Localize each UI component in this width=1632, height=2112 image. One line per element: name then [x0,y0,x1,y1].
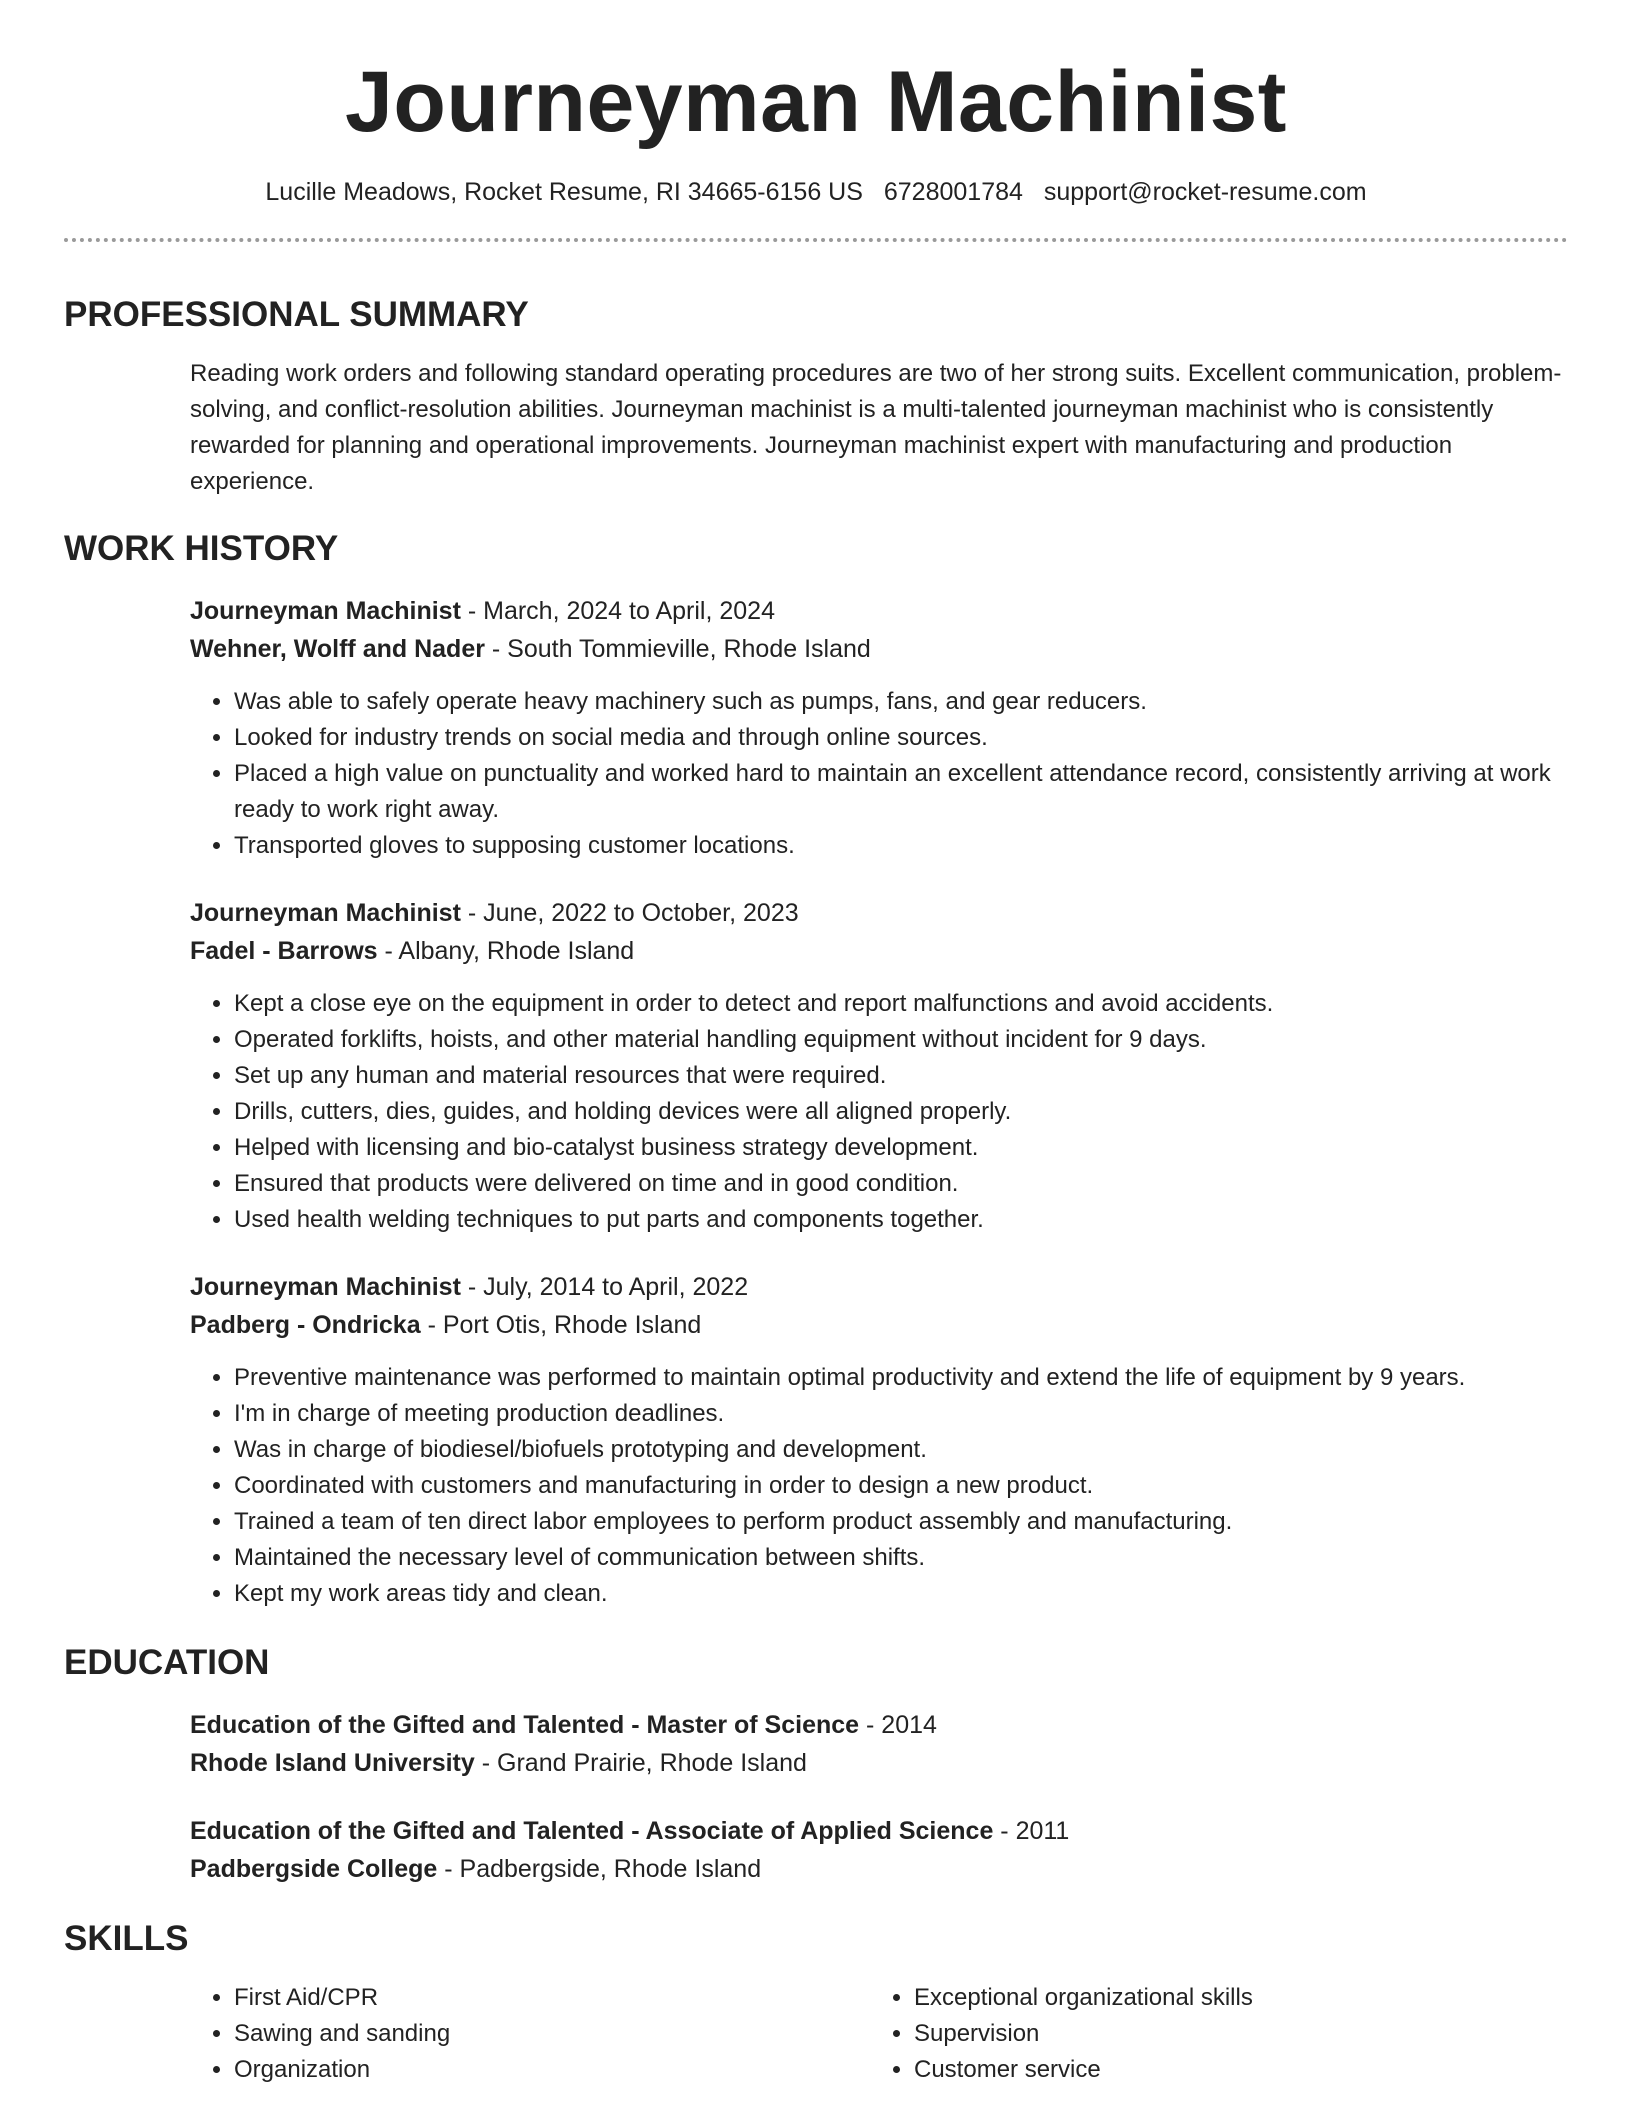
job-bullet: • Preventive maintenance was performed to maintain optimal productivity and extend the life of equipment by 9 years. [234,1360,1568,1396]
education-degree: Education of the Gifted and Talented - Associate of Applied Science [190,1817,994,1845]
skill-item: • Customer service [914,2052,1550,2088]
education-entry [190,1706,1568,1782]
education-entry [190,1812,1568,1888]
education-school-line [190,1850,1568,1888]
job-title-line [190,894,1568,932]
skill-item: • Organization [234,2052,870,2088]
job-bullet: • Transported gloves to supposing customer locations. [234,828,1568,864]
job-bullet: • Looked for industry trends on social media and through online sources. [234,720,1568,756]
skills-list-left [190,1980,870,2088]
education-school: Rhode Island University [190,1749,475,1777]
contact-line [64,176,1568,208]
contact-phone: 6728001784 [883,178,1023,206]
section-title-skills: SKILLS [64,1919,189,1958]
section-education [64,1642,1568,1888]
job-title: Journeyman Machinist [190,899,461,927]
job-title: Journeyman Machinist [190,1273,461,1301]
job-company-line [190,1306,1568,1344]
job-location: - Albany, Rhode Island [377,937,635,965]
contact-email: support@rocket-resume.com [1043,178,1367,206]
job-dates: - June, 2022 to October, 2023 [460,899,799,927]
job-bullets [190,684,1568,864]
skills-column-left [190,1980,870,2088]
job-entry [190,1268,1568,1612]
job-bullet: • Kept a close eye on the equipment in order to detect and report malfunctions and avoid accidents. [234,986,1568,1022]
skill-item: • First Aid/CPR [234,1980,870,2016]
job-bullets [190,986,1568,1238]
skills-grid [190,1980,1568,2088]
skills-column-right [870,1980,1550,2088]
job-entry [190,592,1568,864]
job-bullet: • Used health welding techniques to put parts and components together. [234,1202,1568,1238]
job-entry [190,894,1568,1238]
summary-text: Reading work orders and following standard operating procedures are two of her strong suits. Excellent communication, problem-solving, and conflict-resolution abilities. Journeyman machinist is a multi-talented journeyman machinist who is consistently rewarded for planning and operational improvements. Journeyman machinist expert with manufacturing and production experience. [190,360,1562,495]
section-title-summary: PROFESSIONAL SUMMARY [64,295,529,334]
section-summary [64,294,1568,500]
job-company: Fadel - Barrows [190,937,378,965]
job-title-line [190,592,1568,630]
education-year: - 2011 [993,1817,1070,1845]
job-title: Journeyman Machinist [190,597,461,625]
job-bullet: • Ensured that products were delivered on time and in good condition. [234,1166,1568,1202]
job-company: Padberg - Ondricka [190,1311,421,1339]
education-location: - Padbergside, Rhode Island [437,1855,762,1883]
job-bullets [190,1360,1568,1612]
header-divider [64,238,1568,242]
job-bullet: • Helped with licensing and bio-catalyst business strategy development. [234,1130,1568,1166]
section-title-work-history: WORK HISTORY [64,529,339,568]
section-skills [64,1918,1568,2088]
section-work-history [64,528,1568,1612]
education-year: - 2014 [859,1711,937,1739]
skill-item: • Sawing and sanding [234,2016,870,2052]
job-title-line [190,1268,1568,1306]
skill-item: • Exceptional organizational skills [914,1980,1550,2016]
job-company-line [190,630,1568,668]
job-bullet: • Trained a team of ten direct labor employees to perform product assembly and manufacturing. [234,1504,1568,1540]
job-company: Wehner, Wolff and Nader [190,635,485,663]
job-bullet: • Set up any human and material resources that were required. [234,1058,1568,1094]
job-bullet: • Drills, cutters, dies, guides, and holding devices were all aligned properly. [234,1094,1568,1130]
job-bullet: • Operated forklifts, hoists, and other material handling equipment without incident for 9 days. [234,1022,1568,1058]
job-dates: - March, 2024 to April, 2024 [460,597,775,625]
section-title-education: EDUCATION [64,1643,270,1682]
education-location: - Grand Prairie, Rhode Island [474,1749,807,1777]
job-company-line [190,932,1568,970]
job-bullet: • I'm in charge of meeting production deadlines. [234,1396,1568,1432]
education-degree: Education of the Gifted and Talented - Master of Science [190,1711,860,1739]
job-bullet: • Was in charge of biodiesel/biofuels prototyping and development. [234,1432,1568,1468]
job-bullet: • Placed a high value on punctuality and worked hard to maintain an excellent attendance record, consistently arriving at work ready to work right away. [234,756,1568,828]
education-degree-line [190,1706,1568,1744]
education-school-line [190,1744,1568,1782]
skill-item: • Supervision [914,2016,1550,2052]
job-bullet: • Was able to safely operate heavy machinery such as pumps, fans, and gear reducers. [234,684,1568,720]
education-degree-line [190,1812,1568,1850]
job-bullet: • Coordinated with customers and manufacturing in order to design a new product. [234,1468,1568,1504]
job-dates: - July, 2014 to April, 2022 [460,1273,749,1301]
job-bullet: • Maintained the necessary level of communication between shifts. [234,1540,1568,1576]
education-school: Padbergside College [190,1855,438,1883]
contact-address: Lucille Meadows, Rocket Resume, RI 34665-6156 US [265,178,863,206]
job-location: - Port Otis, Rhode Island [420,1311,702,1339]
job-location: - South Tommieville, Rhode Island [484,635,871,663]
job-bullet: • Kept my work areas tidy and clean. [234,1576,1568,1612]
resume-title: Journeyman Machinist [345,54,1287,150]
skills-list-right [870,1980,1550,2088]
